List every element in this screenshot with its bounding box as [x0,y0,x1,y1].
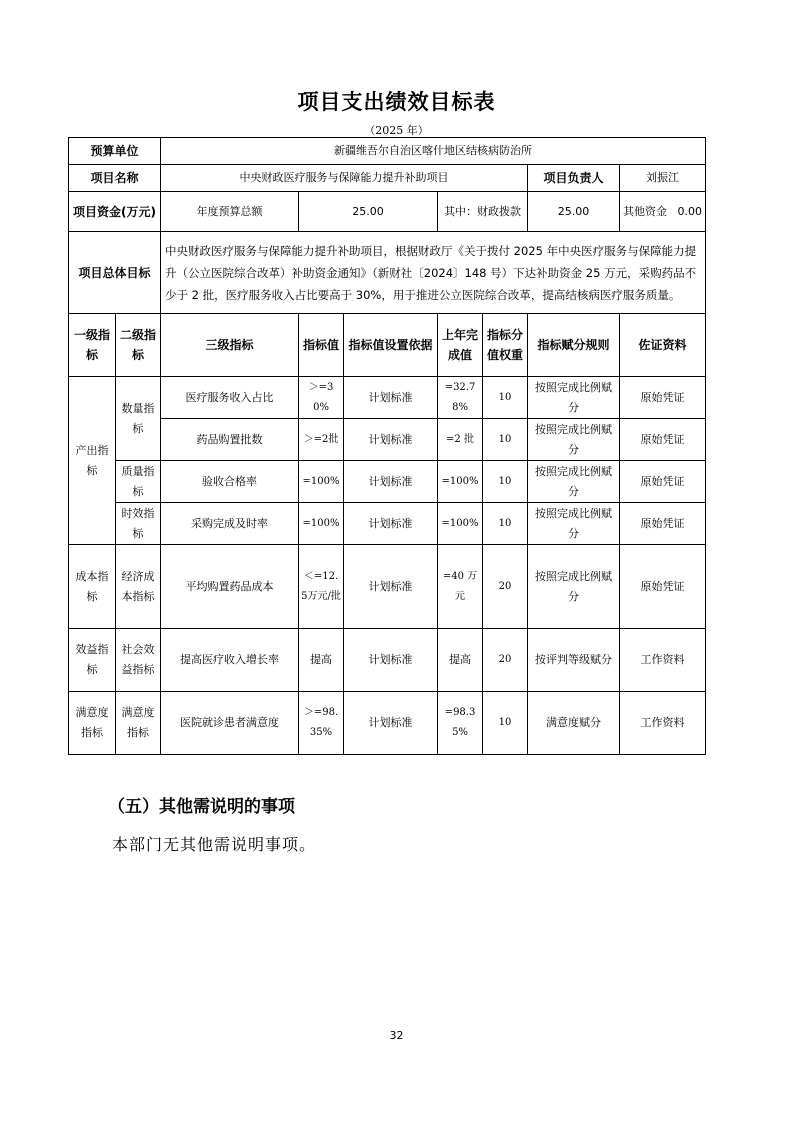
project-label: 项目名称 [69,165,161,192]
header-rule: 指标赋分规则 [528,314,620,377]
row-weight: 20 [483,545,528,629]
row-value: =100% [299,503,344,545]
header-level3: 三级指标 [161,314,299,377]
section-heading: （五）其他需说明的事项 [108,797,295,817]
table-row [69,692,706,755]
header-evidence: 佐证资料 [620,314,706,377]
row-weight: 20 [483,629,528,692]
fiscal-label: 其中：财政拨款 [438,192,528,232]
row-evidence: 工作资料 [620,629,706,692]
row-weight: 10 [483,377,528,419]
row-indicator: 药品购置批数 [161,419,299,461]
annual-budget-label: 年度预算总额 [161,192,299,232]
row-last-year: =40 万元 [438,545,483,629]
group-output: 产出指标 [69,377,116,545]
row-last-year: =2 批 [438,419,483,461]
group-satisfaction: 满意度指标 [69,692,116,755]
row-rule: 满意度赋分 [528,692,620,755]
row-basis: 计划标准 [344,419,438,461]
row-value: =100% [299,461,344,503]
other-funds-cell [620,192,706,232]
row-last-year: =100% [438,503,483,545]
unit-value: 新疆维吾尔自治区喀什地区结核病防治所 [161,138,706,165]
row-basis: 计划标准 [344,461,438,503]
row-evidence: 原始凭证 [620,419,706,461]
table-row [69,629,706,692]
row-rule: 按照完成比例赋分 [528,419,620,461]
row-rule: 按照完成比例赋分 [528,377,620,419]
row-indicator: 医疗服务收入占比 [161,377,299,419]
row-weight: 10 [483,419,528,461]
row-basis: 计划标准 [344,629,438,692]
row-rule: 按照完成比例赋分 [528,503,620,545]
row-last-year: =98.35% [438,692,483,755]
row-value: ＞=30% [299,377,344,419]
goal-label: 项目总体目标 [69,232,161,314]
row-weight: 10 [483,503,528,545]
header-level1: 一级指标 [69,314,116,377]
row-value: 提高 [299,629,344,692]
annual-budget-value: 25.00 [299,192,438,232]
owner-value: 刘振江 [620,165,706,192]
subgroup-social-benefit: 社会效益指标 [116,629,161,692]
row-rule: 按照完成比例赋分 [528,461,620,503]
funds-label: 项目资金(万元) [69,192,161,232]
header-level2: 二级指标 [116,314,161,377]
row-evidence: 原始凭证 [620,377,706,419]
row-evidence: 工作资料 [620,692,706,755]
row-basis: 计划标准 [344,377,438,419]
table-row [69,419,706,461]
subgroup-satisfaction: 满意度指标 [116,692,161,755]
row-indicator: 医院就诊患者满意度 [161,692,299,755]
row-evidence: 原始凭证 [620,545,706,629]
section-text: 本部门无其他需说明事项。 [112,835,317,854]
row-last-year: =32.78% [438,377,483,419]
subgroup-quality: 质量指标 [116,461,161,503]
row-indicator: 平均购置药品成本 [161,545,299,629]
row-last-year: =100% [438,461,483,503]
subgroup-quantity: 数量指标 [116,377,161,461]
table-row [69,377,706,419]
row-indicator: 验收合格率 [161,461,299,503]
owner-label: 项目负责人 [528,165,620,192]
page-title: 项目支出绩效目标表 [297,90,496,114]
row-value: ＜=12.5万元/批 [299,545,344,629]
row-weight: 10 [483,461,528,503]
row-rule: 按评判等级赋分 [528,629,620,692]
row-basis: 计划标准 [344,692,438,755]
header-basis: 指标值设置依据 [344,314,438,377]
project-value: 中央财政医疗服务与保障能力提升补助项目 [161,165,528,192]
subgroup-timeliness: 时效指标 [116,503,161,545]
header-weight: 指标分值权重 [483,314,528,377]
row-rule: 按照完成比例赋分 [528,545,620,629]
performance-target-table [68,137,706,755]
unit-label: 预算单位 [69,138,161,165]
fiscal-value: 25.00 [528,192,620,232]
row-weight: 10 [483,692,528,755]
row-value: ＞=98.35% [299,692,344,755]
row-indicator: 提高医疗收入增长率 [161,629,299,692]
table-row [69,461,706,503]
other-funds-label: 其他资金 [623,204,668,218]
row-evidence: 原始凭证 [620,503,706,545]
row-indicator: 采购完成及时率 [161,503,299,545]
year-caption: （2025 年） [364,124,429,137]
row-value: ＞=2批 [299,419,344,461]
subgroup-economic-cost: 经济成本指标 [116,545,161,629]
row-basis: 计划标准 [344,545,438,629]
row-last-year: 提高 [438,629,483,692]
row-basis: 计划标准 [344,503,438,545]
header-last-year: 上年完成值 [438,314,483,377]
page-number: 32 [389,1029,404,1042]
group-benefit: 效益指标 [69,629,116,692]
header-value: 指标值 [299,314,344,377]
goal-text: 中央财政医疗服务与保障能力提升补助项目，根据财政厅《关于拨付 2025 年中央医疗服务与保障能力提升（公立医院综合改革）补助资金通知》（新财社〔2024〕148 号）下达补助资金 25 万元，采购药品不少于 2 批，医疗服务收入占比要高于 30%，用于推进公立医院综合改革，提高结核病医疗服务质量。 [161,232,706,314]
table-row [69,545,706,629]
group-cost: 成本指标 [69,545,116,629]
table-row [69,503,706,545]
other-funds-value: 0.00 [677,204,703,218]
row-evidence: 原始凭证 [620,461,706,503]
